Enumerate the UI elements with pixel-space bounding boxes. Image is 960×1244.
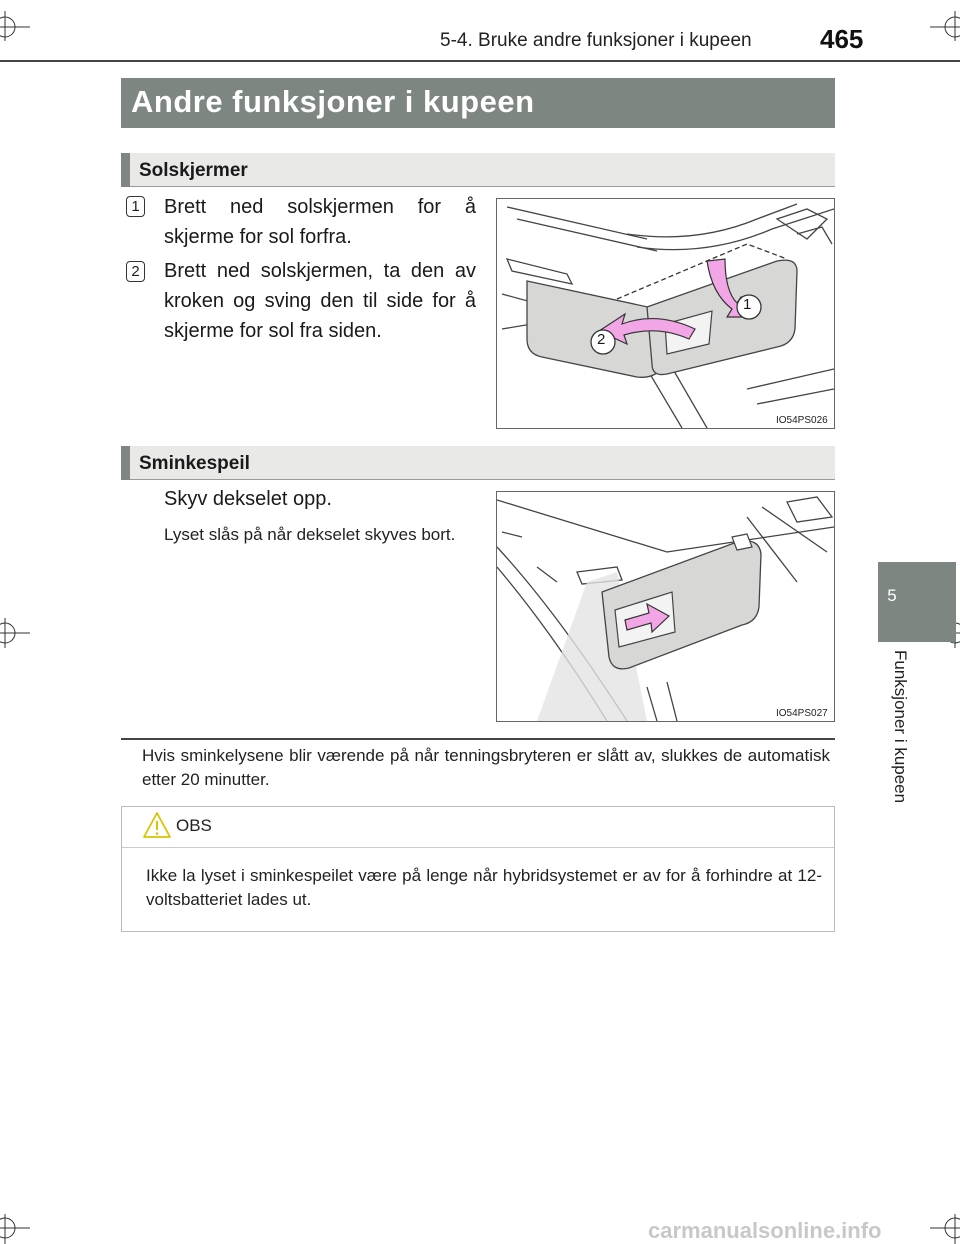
- obs-label: OBS: [176, 816, 212, 835]
- figure-code: IO54PS027: [776, 708, 828, 719]
- warning-triangle-icon: [142, 811, 172, 839]
- section-title-sun-visors: Solskjermer: [139, 160, 248, 181]
- step-text-1: Brett ned solskjermen for å skjerme for sol forfra.: [164, 196, 476, 248]
- registration-mark-icon: [0, 11, 30, 41]
- registration-mark-icon: [930, 1214, 960, 1244]
- footer-watermark: carmanualsonline.info: [648, 1218, 882, 1243]
- chapter-label: Funksjoner i kupeen: [891, 650, 910, 804]
- step-text-2: Brett ned solskjermen, ta den av kroken og sving den til side for å skjerme for sol fra siden.: [164, 260, 476, 342]
- step-badge-1: 1: [126, 196, 145, 217]
- sun-visor-illustration: [496, 198, 835, 429]
- registration-mark-icon: [0, 1214, 30, 1244]
- section-accent: [121, 153, 130, 187]
- instruction-detail: Lyset slås på når dekselet skyves bort.: [164, 525, 456, 544]
- chapter-number: 5: [887, 586, 897, 605]
- registration-mark-icon: [0, 618, 30, 648]
- step-badge-2: 2: [126, 261, 145, 282]
- callout-1: 1: [743, 296, 752, 313]
- obs-divider: [122, 847, 834, 848]
- running-header: 5-4. Bruke andre funksjoner i kupeen: [440, 30, 752, 51]
- obs-text: Ikke la lyset i sminkespeilet være på lenge når hybridsystemet er av for å forhindre at 12-voltsbatteriet lades ut.: [146, 866, 822, 909]
- section-accent: [121, 446, 130, 480]
- page-number: 465: [820, 24, 864, 54]
- section-title-vanity-mirror: Sminkespeil: [139, 453, 250, 474]
- instruction-text: Skyv dekselet opp.: [164, 488, 332, 510]
- header-divider: [0, 60, 960, 62]
- note-text: Hvis sminkelysene blir værende på når tenningsbryteren er slått av, slukkes de automatisk etter 20 minutter.: [142, 746, 830, 789]
- note-divider: [121, 738, 835, 740]
- vanity-mirror-illustration: [496, 491, 835, 722]
- page-title: Andre funksjoner i kupeen: [131, 84, 535, 119]
- registration-mark-icon: [930, 11, 960, 41]
- figure-code: IO54PS026: [776, 415, 828, 426]
- callout-2: 2: [597, 331, 606, 348]
